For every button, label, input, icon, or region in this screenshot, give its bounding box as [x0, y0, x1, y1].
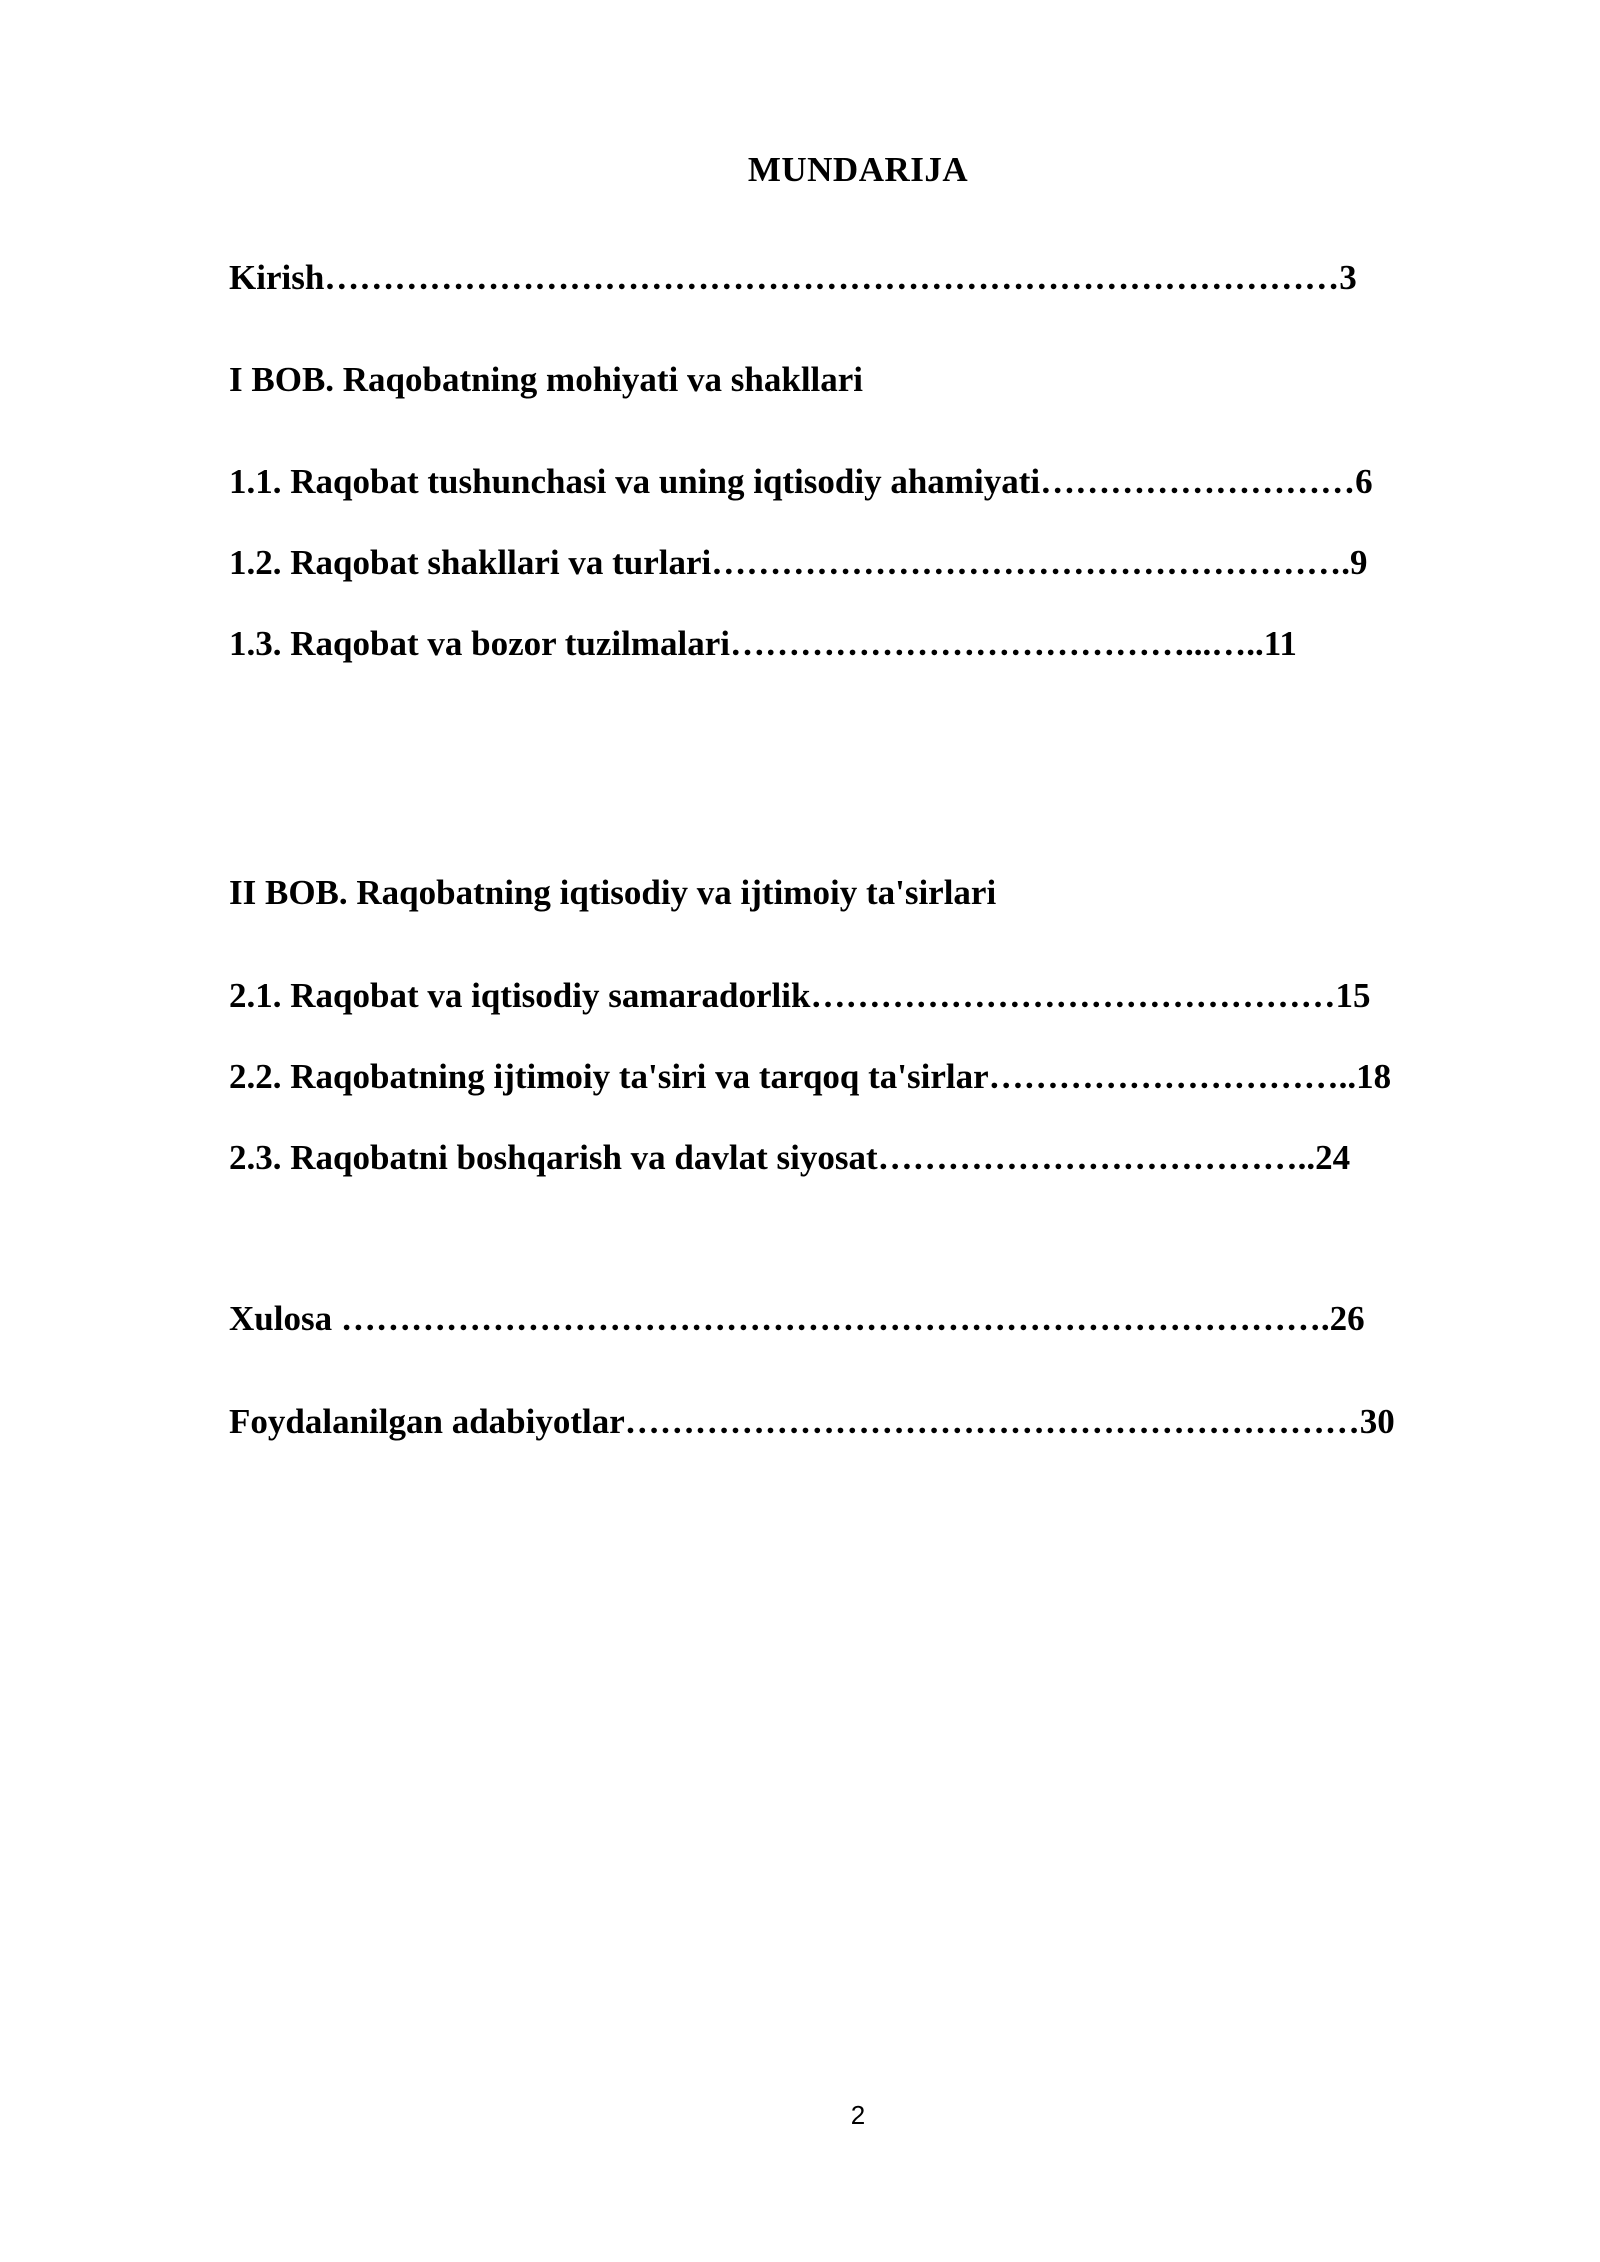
- toc-entry-1-1: 1.1. Raqobat tushunchasi va uning iqtisodiy ahamiyati………………………6: [229, 462, 1373, 501]
- toc-entry-2-3: 2.3. Raqobatni boshqarish va davlat siyosat………………………………..24: [229, 1138, 1351, 1177]
- toc-chapter-1-heading: I BOB. Raqobatning mohiyati va shakllari: [229, 360, 864, 399]
- toc-entry-1-2: 1.2. Raqobat shakllari va turlari……………………………………………….9: [229, 543, 1368, 582]
- page-title: MUNDARIJA: [747, 150, 969, 189]
- toc-entry-introduction: Kirish……………………………………………………………………………3: [229, 258, 1357, 297]
- toc-entry-conclusion: Xulosa ………………………………………………………………………….26: [229, 1299, 1365, 1338]
- page-number: 2: [850, 2100, 866, 2130]
- toc-entry-2-1: 2.1. Raqobat va iqtisodiy samaradorlik………………………………………15: [229, 976, 1371, 1015]
- toc-chapter-2-heading: II BOB. Raqobatning iqtisodiy va ijtimoiy ta'sirlari: [229, 873, 997, 912]
- toc-entry-2-2: 2.2. Raqobatning ijtimoiy ta'siri va tarqoq ta'sirlar…………………………..18: [229, 1057, 1392, 1096]
- toc-entry-1-3: 1.3. Raqobat va bozor tuzilmalari…………………………………...…..11: [229, 624, 1297, 663]
- toc-entry-references: Foydalanilgan adabiyotlar………………………………………………………30: [229, 1402, 1395, 1441]
